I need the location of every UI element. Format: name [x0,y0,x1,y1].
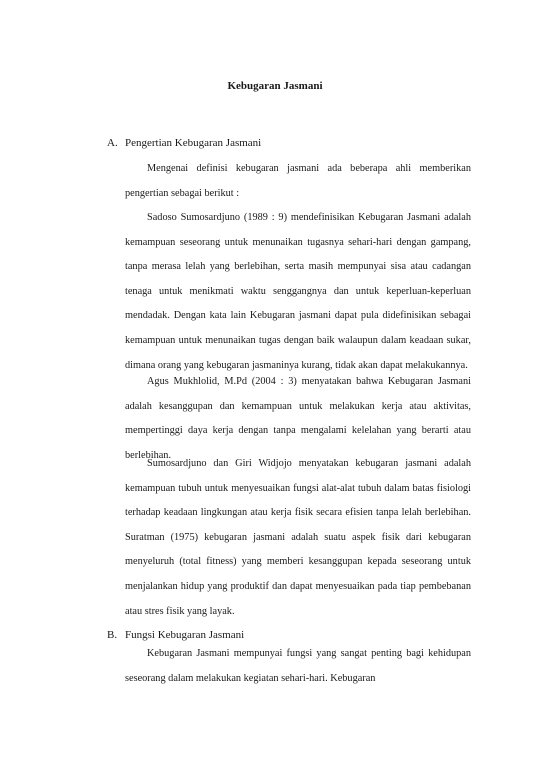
paragraph: Kebugaran Jasmani mempunyai fungsi yang sangat penting bagi kehidupan seseorang dalam melakukan kegiatan sehari-hari. Kebugaran [125,648,471,684]
document-title: Kebugaran Jasmani [227,80,323,92]
section-heading-text: Fungsi Kebugaran Jasmani [125,629,245,641]
section-heading-text: Pengertian Kebugaran Jasmani [125,137,262,149]
section-heading-b [107,628,244,642]
paragraph: Sadoso Sumosardjuno (1989 : 9) mendefinisikan Kebugaran Jasmani adalah kemampuan seseorang untuk menunaikan tugasnya sehari-hari dengan gampang, tanpa merasa lelah yang berlebihan, serta masih mempunyai sisa atau cadangan tenaga untuk menikmati waktu senggangnya dan untuk keperluan-keperluan mendadak. Dengan kata lain Kebugaran jasmani dapat pula didefinisikan sebagai kemampuan untuk menunaikan tugas dengan baik walaupun dalam keadaan sukar, dimana orang yang kebugaran jasmaninya kurang, tidak akan dapat melakukannya. [125,212,471,371]
section-heading-a [107,136,261,150]
section-number: B. [107,629,118,641]
paragraph: Mengenai definisi kebugaran jasmani ada beberapa ahli memberikan pengertian sebagai berikut : [125,163,471,199]
section-number: A. [107,137,118,149]
paragraph: Sumosardjuno dan Giri Widjojo menyatakan kebugaran jasmani adalah kemampuan tubuh untuk menyesuaikan fungsi alat-alat tubuh dalam batas fisiologi terhadap keadaan lingkungan atau kerja fisik secara efisien tanpa lelah berlebihan. Suratman (1975) kebugaran jasmani adalah suatu aspek fisik dari kebugaran menyeluruh (total fitness) yang memberi kesanggupan kepada seseorang untuk menjalankan hidup yang produktif dan dapat menyesuaikan pada tiap pembebanan atau stres fisik yang layak. [125,458,471,617]
paragraph: Agus Mukhlolid, M.Pd (2004 : 3) menyatakan bahwa Kebugaran Jasmani adalah kesanggupan dan kemampuan untuk melakukan kerja atau aktivitas, mempertinggi daya kerja dengan tanpa mengalami kelelahan yang berarti atau berlebihan. [125,376,471,461]
